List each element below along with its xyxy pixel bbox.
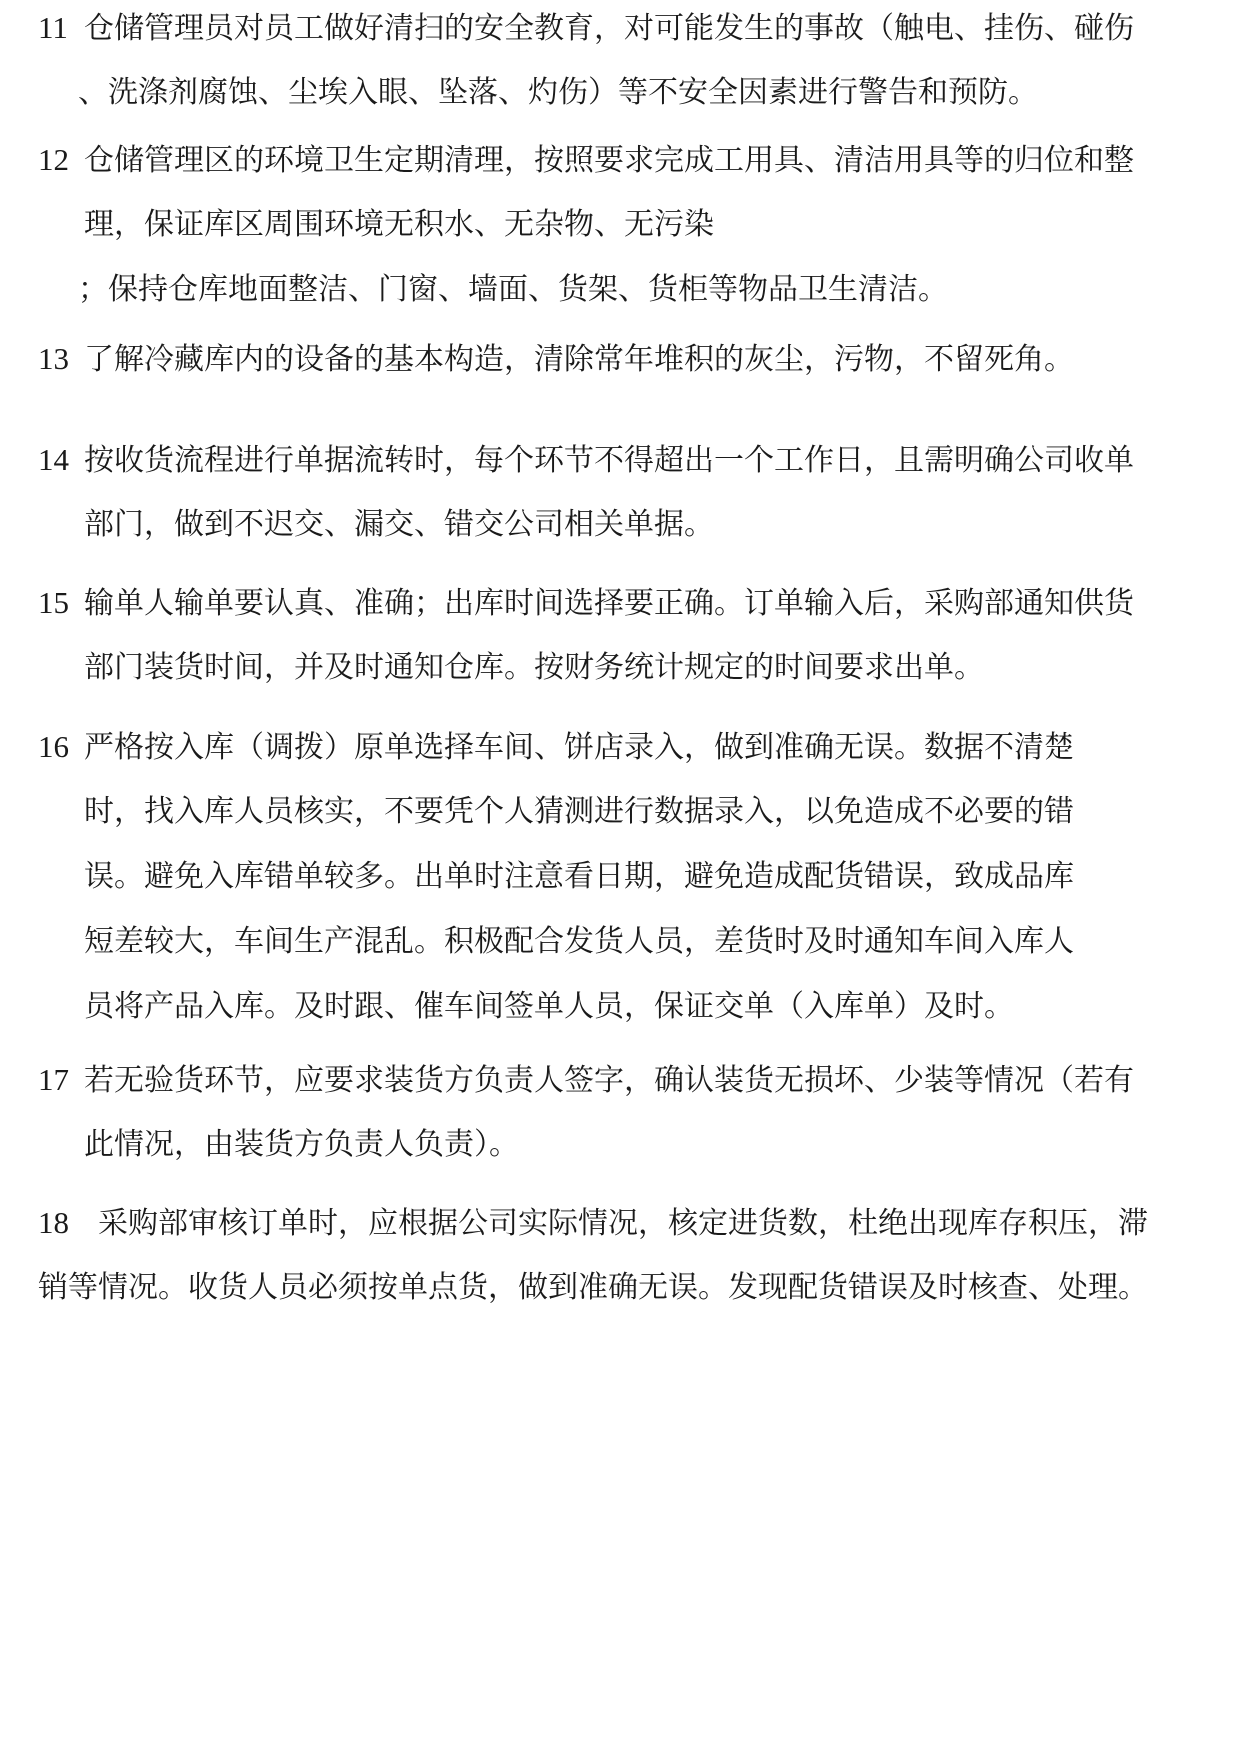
item-number: 11 bbox=[38, 10, 68, 45]
item-line bbox=[38, 326, 1198, 391]
item-line bbox=[38, 60, 1198, 125]
item-text: 员将产品入库。及时跟、催车间签单人员，保证交单（入库单）及时。 bbox=[84, 989, 1014, 1024]
item-text: 理，保证库区周围环境无积水、无杂物、无污染 bbox=[84, 207, 714, 242]
list-item-11 bbox=[38, 0, 1198, 125]
item-number: 17 bbox=[38, 1062, 69, 1097]
item-line bbox=[38, 1255, 1198, 1320]
item-line bbox=[38, 0, 1198, 60]
item-number: 18 bbox=[38, 1205, 69, 1240]
item-text: 、洗涤剂腐蚀、尘埃入眼、坠落、灼伤）等不安全因素进行警告和预防。 bbox=[78, 75, 1038, 110]
item-text: 此情况，由装货方负责人负责）。 bbox=[84, 1127, 519, 1162]
item-line bbox=[38, 257, 1198, 322]
item-line bbox=[38, 1190, 1198, 1255]
item-text: 输单人输单要认真、准确；出库时间选择要正确。订单输入后，采购部通知供货 bbox=[84, 586, 1134, 621]
item-text: 误。避免入库错单较多。出单时注意看日期，避免造成配货错误，致成品库 bbox=[84, 859, 1074, 894]
list-item-12 bbox=[38, 127, 1198, 322]
item-line bbox=[38, 779, 1198, 844]
item-line bbox=[38, 714, 1198, 779]
item-text: ；保持仓库地面整洁、门窗、墙面、货架、货柜等物品卫生清洁。 bbox=[78, 272, 948, 307]
item-line bbox=[38, 492, 1198, 557]
list-item-14 bbox=[38, 427, 1198, 557]
list-item-13 bbox=[38, 326, 1198, 391]
item-line bbox=[38, 1112, 1198, 1177]
item-text: 了解冷藏库内的设备的基本构造，清除常年堆积的灰尘，污物，不留死角。 bbox=[84, 342, 1074, 377]
list-item-18 bbox=[38, 1190, 1198, 1320]
item-text: 时，找入库人员核实，不要凭个人猜测进行数据录入，以免造成不必要的错 bbox=[84, 794, 1074, 829]
item-text: 仓储管理区的环境卫生定期清理，按照要求完成工用具、清洁用具等的归位和整 bbox=[84, 143, 1134, 178]
item-text: 销等情况。收货人员必须按单点货，做到准确无误。发现配货错误及时核查、处理。 bbox=[38, 1270, 1148, 1305]
item-line bbox=[38, 1047, 1198, 1112]
item-text: 仓储管理员对员工做好清扫的安全教育，对可能发生的事故（触电、挂伤、碰伤 bbox=[84, 11, 1134, 46]
item-line bbox=[38, 192, 1198, 257]
item-line bbox=[38, 909, 1198, 974]
list-item-17 bbox=[38, 1047, 1198, 1177]
item-text: 部门，做到不迟交、漏交、错交公司相关单据。 bbox=[84, 507, 714, 542]
item-line bbox=[38, 570, 1198, 635]
item-text: 严格按入库（调拨）原单选择车间、饼店录入，做到准确无误。数据不清楚 bbox=[84, 730, 1074, 765]
item-line bbox=[38, 974, 1198, 1039]
item-text: 若无验货环节，应要求装货方负责人签字，确认装货无损坏、少装等情况（若有 bbox=[84, 1063, 1134, 1098]
item-text: 部门装货时间，并及时通知仓库。按财务统计规定的时间要求出单。 bbox=[84, 650, 984, 685]
item-text: 采购部审核订单时，应根据公司实际情况，核定进货数，杜绝出现库存积压，滞 bbox=[98, 1206, 1148, 1241]
item-line bbox=[38, 844, 1198, 909]
item-line bbox=[38, 127, 1198, 192]
item-number: 15 bbox=[38, 585, 69, 620]
item-text: 按收货流程进行单据流转时，每个环节不得超出一个工作日，且需明确公司收单 bbox=[84, 443, 1134, 478]
list-item-15 bbox=[38, 570, 1198, 700]
item-number: 13 bbox=[38, 341, 69, 376]
item-number: 16 bbox=[38, 729, 69, 764]
list-item-16 bbox=[38, 714, 1198, 1039]
item-text: 短差较大，车间生产混乱。积极配合发货人员，差货时及时通知车间入库人 bbox=[84, 924, 1074, 959]
item-line bbox=[38, 427, 1198, 492]
item-number: 14 bbox=[38, 442, 69, 477]
item-number: 12 bbox=[38, 142, 69, 177]
item-line bbox=[38, 635, 1198, 700]
